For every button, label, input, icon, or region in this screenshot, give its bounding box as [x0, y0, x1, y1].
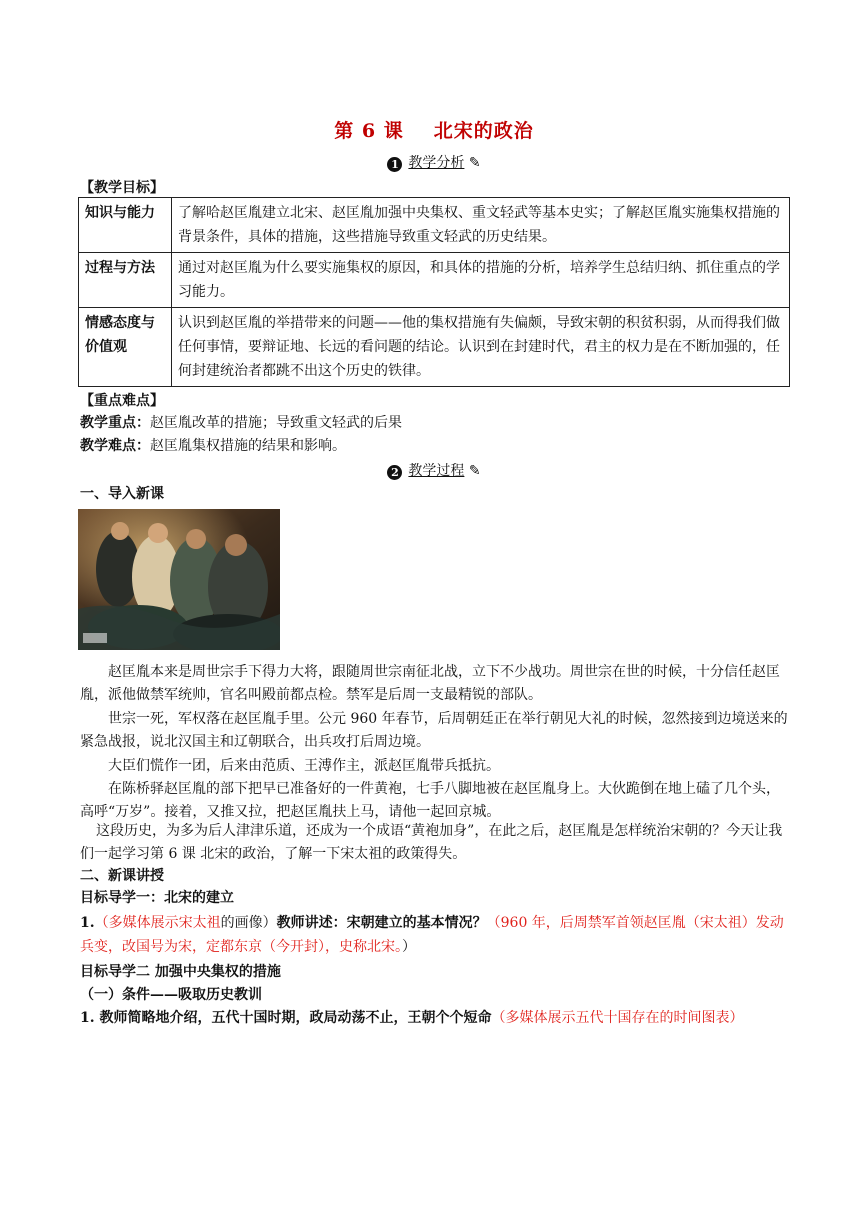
teaching-difficulty — [80, 435, 346, 457]
teacher-narration: 教师讲述：宋朝建立的基本情况？ — [276, 915, 487, 931]
table-row — [79, 308, 790, 387]
teacher-intro: 1. 教师简略地介绍，五代十国时期，政局动荡不止，王朝个个短命 — [80, 1010, 492, 1026]
intro-paragraph: 世宗一死，军权落在赵匡胤手里。公元 960 年春节，后周朝廷正在举行朝见大礼的时候，忽然接到边境送来的紧急战报，说北汉国主和辽朝联合，出兵攻打后周边境。 — [80, 711, 788, 750]
section-heading-process — [78, 460, 790, 480]
goal-two-heading: 目标导学二 加强中央集权的措施 — [80, 964, 281, 980]
objective-key: 情感态度与价值观 — [79, 308, 172, 387]
difficulty-text: 赵匡胤集权措施的结果和影响。 — [150, 438, 346, 454]
objective-value: 了解哈赵匡胤建立北宋、赵匡胤加强中央集权、重文轻武等基本史实；了解赵匡胤实施集权措施的背景条件，具体的措施，这些措施导致重文轻武的历史结果。 — [172, 198, 790, 253]
objective-key: 过程与方法 — [79, 253, 172, 308]
objective-value: 认识到赵匡胤的举措带来的问题——他的集权措施有失偏颇，导致宋朝的积贫积弱，从而得我们做任何事情，要辩证地、长远的看问题的结论。认识到在封建时代，君主的权力是在不断加强的，任何封建统治者都跳不出这个历史的铁律。 — [172, 308, 790, 387]
media-note: （多媒体展示五代十国存在的时间图表） — [491, 1010, 744, 1026]
goal-two-item — [80, 1007, 744, 1029]
media-note: （多媒体展示宋太祖 — [94, 915, 221, 931]
objective-value: 通过对赵匡胤为什么要实施集权的原因，和具体的措施的分析，培养学生总结归纳、抓住重点的学习能力。 — [172, 253, 790, 308]
intro-paragraph: 大臣们慌作一团，后来由范质、王溥作主，派赵匡胤带兵抵抗。 — [108, 758, 500, 774]
keypoints-heading: 【重点难点】 — [80, 393, 164, 409]
intro-paragraph: 赵匡胤本来是周世宗手下得力大将，跟随周世宗南征北战，立下不少战功。周世宗在世的时候，十分信任赵匡胤，派他做禁军统帅，官名叫殿前都点检。禁军是后周一支最精锐的部队。 — [80, 664, 780, 703]
section-number-badge: 2 — [387, 465, 402, 480]
lecture-heading: 二、新课讲授 — [80, 868, 164, 884]
pencil-icon: ✎ — [464, 463, 481, 479]
section-number-badge: 1 — [387, 157, 402, 172]
section-heading-analysis — [78, 152, 790, 172]
media-note-tail: 的画像） — [220, 915, 277, 931]
section-label: 教学分析 — [408, 155, 465, 171]
objectives-table — [78, 197, 790, 387]
condition-subheading: （一）条件——吸取历史教训 — [80, 987, 262, 1003]
answer-tail: ） — [402, 939, 416, 955]
table-row — [79, 198, 790, 253]
objective-key: 知识与能力 — [79, 198, 172, 253]
item-number: 1. — [80, 915, 95, 931]
history-painting-image — [78, 509, 280, 650]
difficulty-label: 教学难点： — [80, 438, 150, 454]
goal-one-heading: 目标导学一：北宋的建立 — [80, 890, 234, 906]
goal-one-item — [80, 911, 788, 959]
table-row — [79, 253, 790, 308]
focus-label: 教学重点： — [80, 415, 150, 431]
intro-paragraph: 在陈桥驿赵匡胤的部下把早已准备好的一件黄袍，七手八脚地被在赵匡胤身上。大伙跪倒在地上磕了几个头，高呼“万岁”。接着，又推又拉，把赵匡胤扶上马，请他一起回京城。 — [80, 781, 780, 820]
answer-text: （960 年，后周禁军首领赵匡胤（宋太祖）发动兵变，改国号为宋，定都东京（今开封），史称北宋。 — [80, 915, 784, 955]
intro-paragraph: 这段历史，为多为后人津津乐道，还成为一个成语“黄袍加身”，在此之后，赵匡胤是怎样统治宋朝的？今天让我们一起学习第 6 课 北宋的政治，了解一下宋太祖的政策得失。 — [80, 823, 783, 862]
lesson-name: 北宋的政治 — [433, 120, 534, 142]
pencil-icon: ✎ — [464, 155, 481, 171]
focus-text: 赵匡胤改革的措施；导致重文轻武的后果 — [150, 415, 402, 431]
objectives-heading: 【教学目标】 — [80, 180, 164, 196]
lesson-number: 第 6 课 — [334, 120, 404, 142]
intro-heading: 一、导入新课 — [80, 486, 164, 502]
teaching-focus — [80, 412, 402, 434]
lesson-title — [78, 116, 790, 143]
section-label: 教学过程 — [408, 463, 465, 479]
